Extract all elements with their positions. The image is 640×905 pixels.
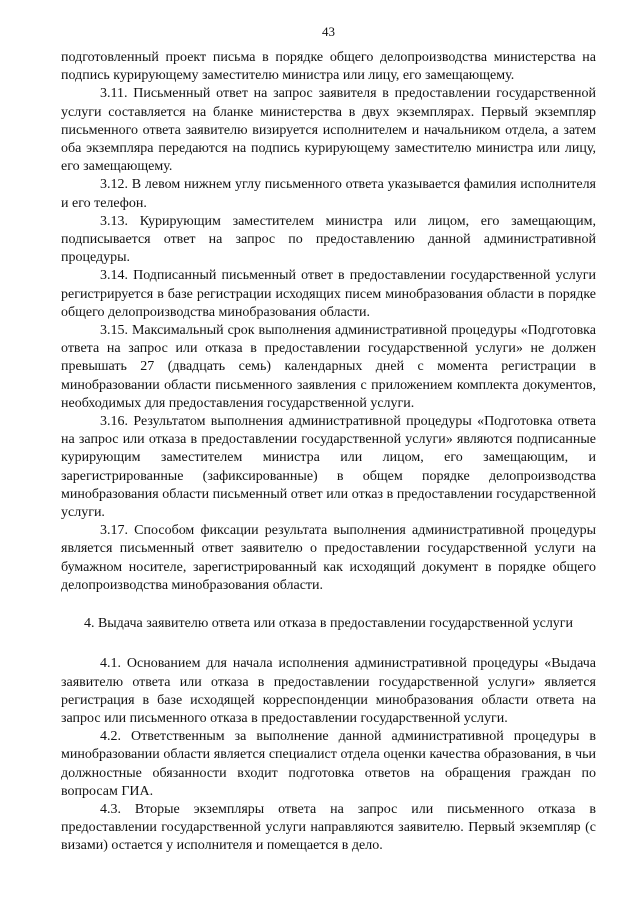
paragraph-4-3: 4.3. Вторые экземпляры ответа на запрос или письменного отказа в предоставлении государственной услуги направляются заявителю. Первый экземпляр (с визами) остается у исполнителя и помещается в дело. (61, 801, 596, 854)
paragraph-3-12: 3.12. В левом нижнем углу письменного ответа указывается фамилия исполнителя и его телефон. (61, 177, 596, 211)
page-number: 43 (322, 24, 335, 39)
paragraph-3-16: 3.16. Результатом выполнения административной процедуры «Подготовка ответа на запрос или отказа в предоставлении государственной услуги» являются подписанные курирующим заместителем министра или лицом, его замещающим, и зарегистрированные (зафиксированные) в общем порядке делопроизводства минобразования области письменный ответ или отказ в предоставлении государственной услуги. (61, 414, 596, 521)
paragraph-continuation: подготовленный проект письма в порядке общего делопроизводства министерства на подпись курирующему заместителю министра или лицу, его замещающему. (61, 50, 596, 84)
paragraph-3-11: 3.11. Письменный ответ на запрос заявителя в предоставлении государственной услуги составляется на бланке министерства в двух экземплярах. Первый экземпляр письменного ответа заявителю визируется исполнителем и начальником отдела, а затем оба экземпляра передаются на подпись курирующему заместителю министра или лицу, его замещающему. (61, 86, 596, 175)
paragraph-4-1: 4.1. Основанием для начала исполнения административной процедуры «Выдача заявителю ответа или отказа в предоставлении государственной услуги» является регистрация в базе исходящей корреспонденции минобразования области ответа на запрос или письменного отказа в предоставлении государственной услуги. (61, 656, 596, 726)
paragraph-3-15: 3.15. Максимальный срок выполнения административной процедуры «Подготовка ответа на запрос или отказа в предоставлении государственной услуги» не должен превышать 27 (двадцать семь) календарных дней с момента регистрации в минобразовании области письменного заявления с приложением комплекта документов, необходимых для предоставления государственной услуги. (61, 323, 596, 411)
paragraph-3-17: 3.17. Способом фиксации результата выполнения административной процедуры является письменный ответ заявителю о предоставлении государственной услуги на бумажном носителе, зарегистрированный как исходящий документ в порядке общего делопроизводства минобразования области. (61, 523, 596, 593)
paragraph-4-2: 4.2. Ответственным за выполнение данной административной процедуры в минобразовании области является специалист отдела оценки качества образования, в чьи должностные обязанности входит подготовка ответов на обращения граждан по вопросам ГИА. (61, 729, 596, 799)
paragraph-3-14: 3.14. Подписанный письменный ответ в предоставлении государственной услуги регистрируется в базе регистрации исходящих писем минобразования области в порядке общего делопроизводства минобразования области. (61, 268, 596, 320)
paragraph-3-13: 3.13. Курирующим заместителем министра или лицом, его замещающим, подписывается ответ на запрос по предоставлению данной административной процедуры. (61, 213, 596, 266)
section-heading: 4. Выдача заявителю ответа или отказа в предоставлении государственной услуги (83, 616, 574, 632)
